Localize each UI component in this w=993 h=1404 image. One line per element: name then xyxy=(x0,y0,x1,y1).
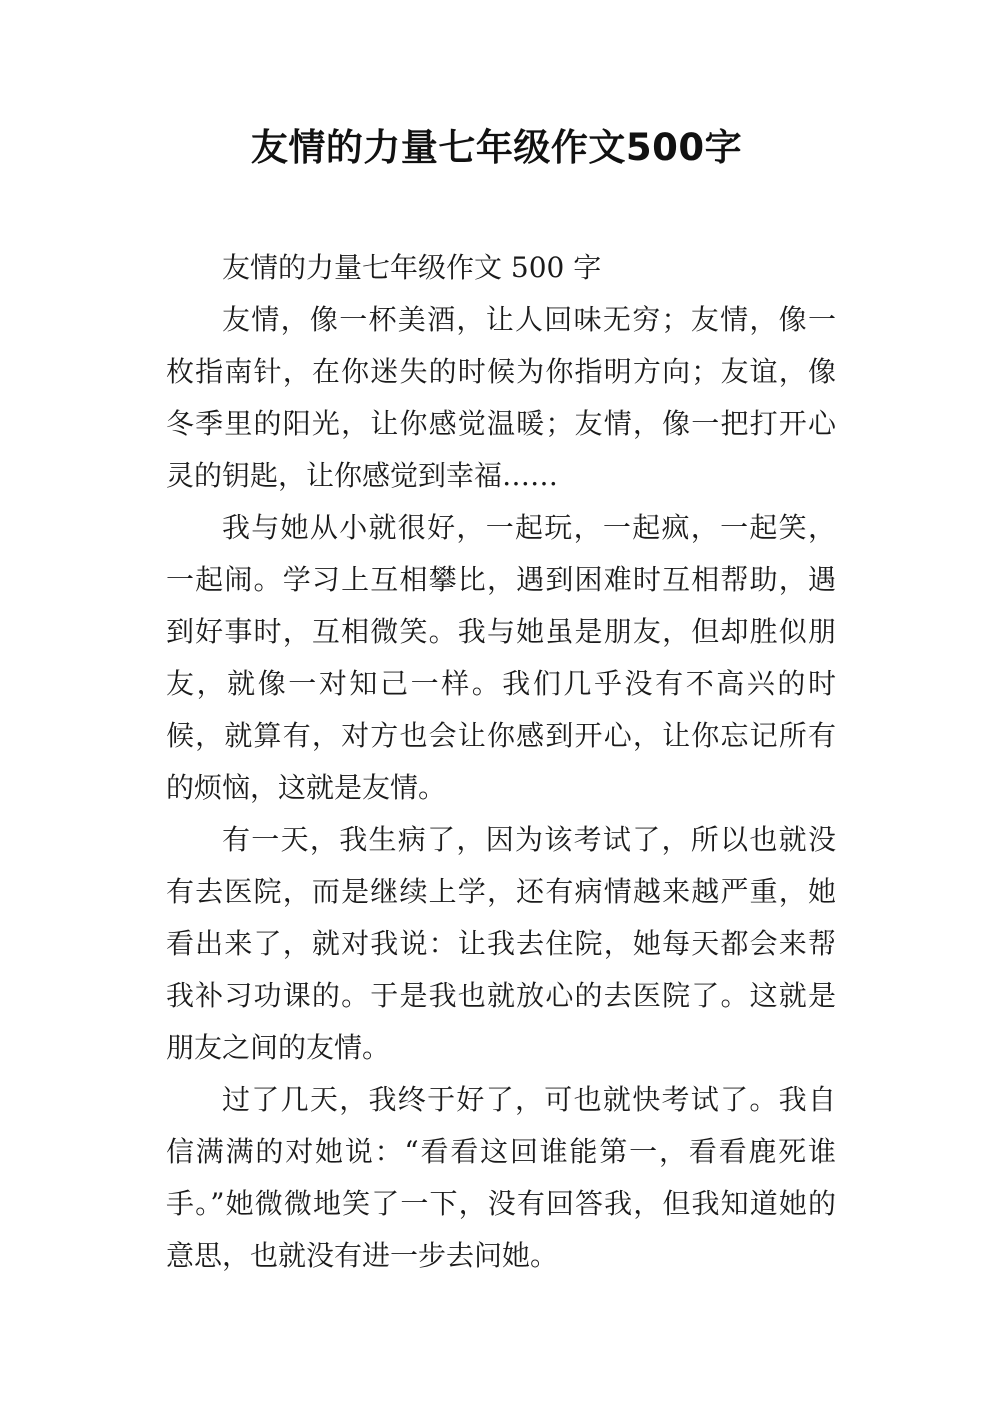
paragraph-3: 有一天，我生病了，因为该考试了，所以也就没有去医院，而是继续上学，还有病情越来越严重，她看出来了，就对我说：让我去住院，她每天都会来帮我补习功课的。于是我也就放心的去医院了。这就是朋友之间的友情。 xyxy=(166,823,836,1064)
document-title: 友情的力量七年级作文500字 xyxy=(250,126,743,169)
paragraph-subtitle: 友情的力量七年级作文 500 字 xyxy=(222,251,602,284)
document-body xyxy=(166,242,836,1282)
paragraph-1: 友情，像一杯美酒，让人回味无穷；友情，像一枚指南针，在你迷失的时候为你指明方向；友谊，像冬季里的阳光，让你感觉温暖；友情，像一把打开心灵的钥匙，让你感觉到幸福…… xyxy=(166,303,836,492)
paragraph-4: 过了几天，我终于好了，可也就快考试了。我自信满满的对她说：“看看这回谁能第一，看看鹿死谁手。”她微微地笑了一下，没有回答我，但我知道她的意思，也就没有进一步去问她。 xyxy=(166,1083,836,1272)
paragraph-2: 我与她从小就很好，一起玩，一起疯，一起笑，一起闹。学习上互相攀比，遇到困难时互相帮助，遇到好事时，互相微笑。我与她虽是朋友，但却胜似朋友，就像一对知己一样。我们几乎没有不高兴的时候，就算有，对方也会让你感到开心，让你忘记所有的烦恼，这就是友情。 xyxy=(166,511,836,804)
